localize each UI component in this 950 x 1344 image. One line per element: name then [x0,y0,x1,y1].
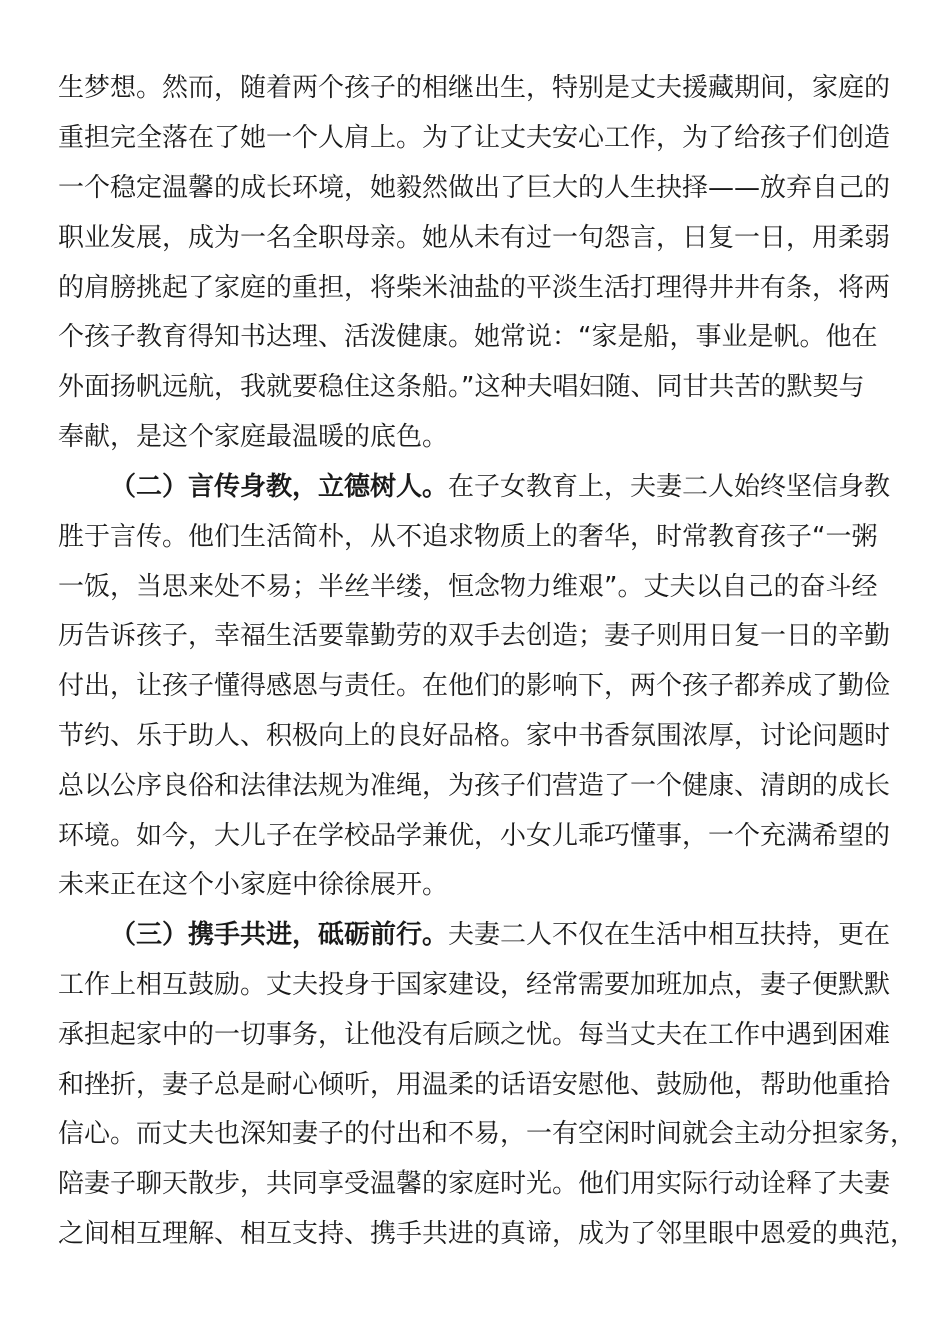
text-line-run: 夫妻二人不仅在生活中相互扶持，更在 [448,920,891,950]
text-line-run: 在子女教育上，夫妻二人始终坚信身教 [448,472,891,502]
text-line: 奉献，是这个家庭最温暖的底色。 [58,422,449,452]
text-line: 总以公序良俗和法律法规为准绳，为孩子们营造了一个健康、清朗的成长 [58,771,891,801]
text-line: 之间相互理解、相互支持、携手共进的真谛，成为了邻里眼中恩爱的典范， [58,1219,917,1249]
text-line: 节约、乐于助人、积极向上的良好品格。家中书香氛围浓厚，讨论问题时 [58,721,891,751]
text-line: 陪妻子聊天散步，共同享受温馨的家庭时光。他们用实际行动诠释了夫妻 [58,1169,891,1199]
text-line: 信心。而丈夫也深知妻子的付出和不易，一有空闲时间就会主动分担家务， [58,1119,917,1149]
text-line-with-heading [110,918,890,952]
text-line: 环境。如今，大儿子在学校品学兼优，小女儿乖巧懂事，一个充满希望的 [58,821,891,851]
text-line: 胜于言传。他们生活简朴，从不追求物质上的奢华，时常教育孩子“一粥 [58,522,878,552]
text-line: 付出，让孩子懂得感恩与责任。在他们的影响下，两个孩子都养成了勤俭 [58,671,891,701]
text-line: 外面扬帆远航，我就要稳住这条船。”这种夫唱妇随、同甘共苦的默契与 [58,372,865,402]
text-line: 个孩子教育得知书达理、活泼健康。她常说：“家是船，事业是帆。他在 [58,322,878,352]
text-line: 承担起家中的一切事务，让他没有后顾之忧。每当丈夫在工作中遇到困难 [58,1020,891,1050]
text-line: 未来正在这个小家庭中徐徐展开。 [58,870,449,900]
text-line-with-heading [110,470,890,504]
text-line: 的肩膀挑起了家庭的重担，将柴米油盐的平淡生活打理得井井有条，将两 [58,273,891,303]
section-heading-2: （二）言传身教，立德树人。 [110,472,449,502]
text-line: 重担完全落在了她一个人肩上。为了让丈夫安心工作，为了给孩子们创造 [58,123,891,153]
text-line: 历告诉孩子，幸福生活要靠勤劳的双手去创造；妻子则用日复一日的辛勤 [58,621,891,651]
text-line: 职业发展，成为一名全职母亲。她从未有过一句怨言，日复一日，用柔弱 [58,223,891,253]
text-line: 生梦想。然而，随着两个孩子的相继出生，特别是丈夫援藏期间，家庭的 [58,73,891,103]
text-line: 和挫折，妻子总是耐心倾听，用温柔的话语安慰他、鼓励他，帮助他重拾 [58,1070,891,1100]
section-heading-3: （三）携手共进，砥砺前行。 [110,920,449,950]
text-line: 一个稳定温馨的成长环境，她毅然做出了巨大的人生抉择——放弃自己的 [58,173,891,203]
text-line: 工作上相互鼓励。丈夫投身于国家建设，经常需要加班加点，妻子便默默 [58,970,891,1000]
text-line: 一饭，当思来处不易；半丝半缕，恒念物力维艰”。丈夫以自己的奋斗经 [58,572,878,602]
